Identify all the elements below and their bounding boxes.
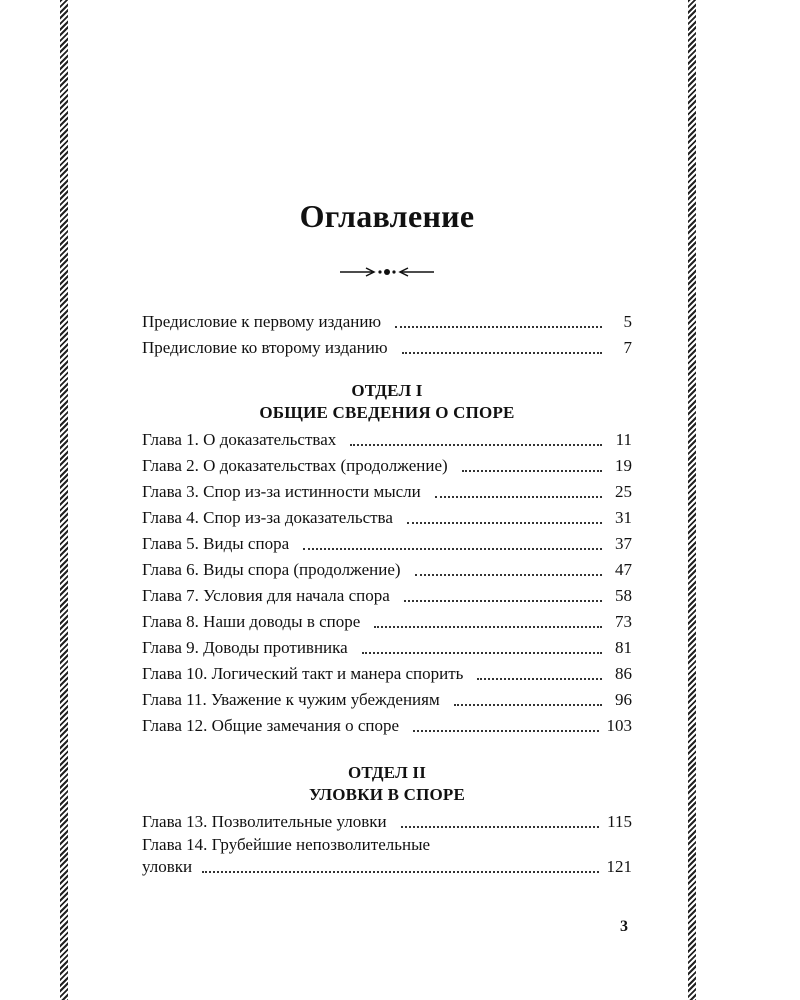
page-number: 3 <box>620 918 628 935</box>
toc-entry-label: Глава 11. Уважение к чужим убеждениям <box>142 690 440 709</box>
toc-entry[interactable] <box>142 632 632 658</box>
toc-entry-page: 5 <box>623 312 632 331</box>
section-heading: ОТДЕЛ I <box>351 381 423 400</box>
left-decorative-border <box>60 0 68 1000</box>
dot-leader <box>454 703 602 706</box>
toc-entry-label-continued: уловки <box>142 857 193 876</box>
toc-entry-label: Предисловие к первому изданию <box>142 312 382 331</box>
toc-entry[interactable] <box>142 528 632 554</box>
toc-entry-label: Глава 9. Доводы противника <box>142 638 348 657</box>
toc-entry[interactable] <box>142 684 632 710</box>
toc-entry-label: Глава 8. Наши доводы в споре <box>142 612 361 631</box>
toc-entry-page: 11 <box>615 430 632 449</box>
toc-entry-label: Глава 7. Условия для начала спора <box>142 586 390 605</box>
toc-entry[interactable] <box>142 450 632 476</box>
toc-entry-page: 31 <box>615 508 632 527</box>
toc-entry[interactable] <box>142 658 632 684</box>
toc-entry-page: 37 <box>615 534 632 553</box>
dot-leader <box>350 443 602 446</box>
toc-entry-label: Глава 13. Позволительные уловки <box>142 812 387 831</box>
dot-leader <box>362 651 602 654</box>
toc-entry-label: Глава 4. Спор из-за доказательства <box>142 508 393 527</box>
toc-entry-page: 86 <box>615 664 632 683</box>
dot-leader <box>404 599 602 602</box>
toc-entry-page: 19 <box>615 456 632 475</box>
toc-entry-label: Глава 1. О доказательствах <box>142 430 337 449</box>
toc-entry-page: 121 <box>606 857 632 876</box>
dot-leader <box>413 729 598 732</box>
section-heading: ОТДЕЛ II <box>347 763 427 782</box>
toc-entry-label: Предисловие ко второму изданию <box>142 338 388 357</box>
dot-leader <box>374 625 602 628</box>
toc-entry[interactable] <box>142 806 632 832</box>
toc-entry-page: 73 <box>615 612 632 631</box>
toc-entry[interactable] <box>142 710 632 736</box>
toc-entry-label: Глава 5. Виды спора <box>142 534 290 553</box>
dot-leader <box>395 325 602 328</box>
toc-entry-label: Глава 14. Грубейшие непозволительные <box>142 835 431 854</box>
section-subheading: УЛОВКИ В СПОРЕ <box>308 785 466 804</box>
toc-entry-page: 58 <box>615 586 632 605</box>
section-subheading: ОБЩИЕ СВЕДЕНИЯ О СПОРЕ <box>259 403 515 422</box>
toc-entry-page: 25 <box>615 482 632 501</box>
dot-leader <box>477 677 602 680</box>
toc-entry-page: 115 <box>607 812 632 831</box>
dot-leader <box>303 547 602 550</box>
toc-entry-label: Глава 12. Общие замечания о споре <box>142 716 400 735</box>
toc-entry-page: 96 <box>615 690 632 709</box>
ornament-divider-icon <box>340 264 434 280</box>
toc-entry-page: 47 <box>615 560 632 579</box>
toc-entry[interactable] <box>142 834 632 878</box>
toc-entry[interactable] <box>142 502 632 528</box>
dot-leader <box>462 469 602 472</box>
page-title: Оглавление <box>299 198 475 234</box>
toc-entry-label: Глава 10. Логический такт и манера спорить <box>142 664 464 683</box>
toc-entry-label: Глава 6. Виды спора (продолжение) <box>142 560 401 579</box>
toc-entry[interactable] <box>142 580 632 606</box>
dot-leader <box>435 495 602 498</box>
toc-entry-label: Глава 2. О доказательствах (продолжение) <box>142 456 448 475</box>
toc-entry[interactable] <box>142 424 632 450</box>
toc-entry-page: 103 <box>606 716 632 735</box>
right-decorative-border <box>688 0 696 1000</box>
toc-entry-page: 7 <box>623 338 632 357</box>
dot-leader <box>401 825 600 828</box>
toc-entry[interactable] <box>142 306 632 332</box>
dot-leader <box>407 521 602 524</box>
toc-entry[interactable] <box>142 554 632 580</box>
dot-leader <box>415 573 602 576</box>
toc-entry-page: 81 <box>615 638 632 657</box>
toc-entry[interactable] <box>142 606 632 632</box>
dot-leader <box>402 351 602 354</box>
toc-entry[interactable] <box>142 332 632 358</box>
dot-leader <box>202 870 598 873</box>
toc-entry[interactable] <box>142 476 632 502</box>
toc-entry-label: Глава 3. Спор из-за истинности мысли <box>142 482 421 501</box>
